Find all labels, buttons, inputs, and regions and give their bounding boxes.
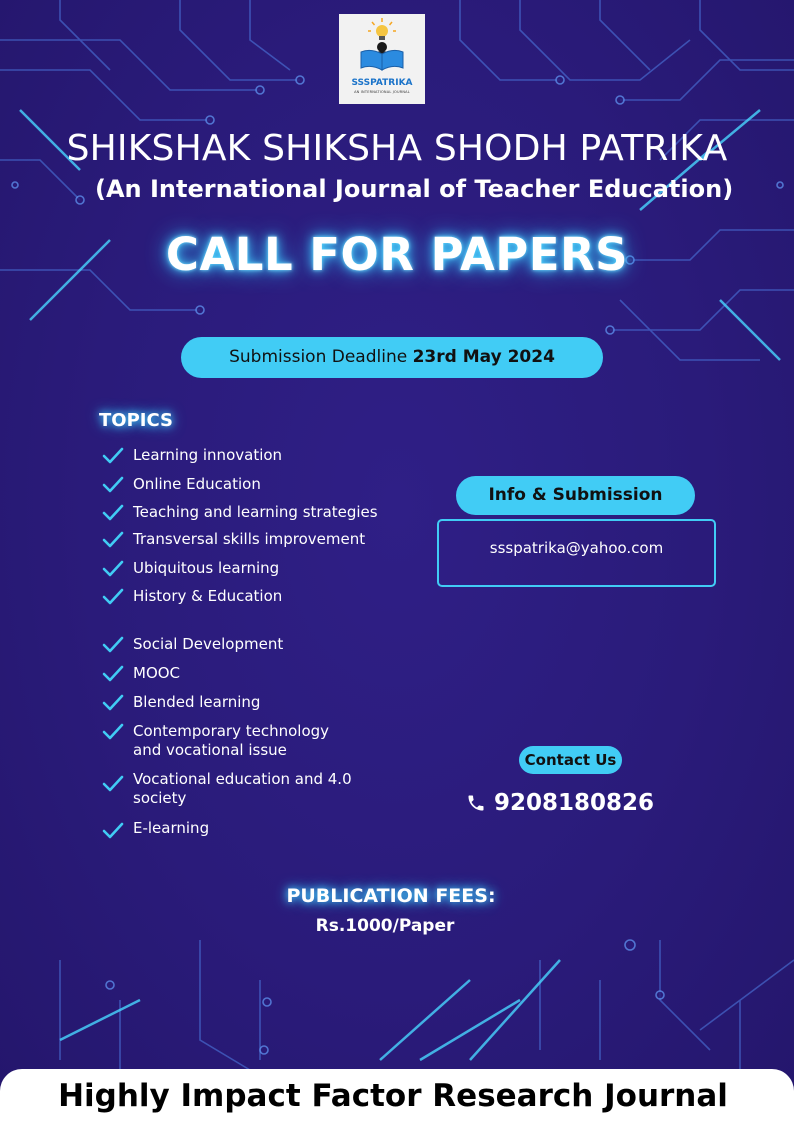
topic-label: Blended learning (133, 693, 261, 711)
deadline-date: 23rd May 2024 (412, 347, 555, 367)
topic-label: E-learning (133, 819, 210, 837)
topic-label: Social Development (133, 635, 284, 653)
submission-email[interactable]: ssspatrika@yahoo.com (489, 539, 664, 557)
phone-contact (466, 790, 654, 816)
topic-item (100, 446, 390, 465)
topic-item (100, 559, 390, 578)
topic-label: Transversal skills improvement (133, 530, 366, 548)
check-icon (102, 503, 124, 522)
publication-fees-heading: PUBLICATION FEES: (286, 885, 496, 907)
journal-subtitle: (An International Journal of Teacher Education) (95, 175, 734, 203)
check-icon (102, 446, 124, 465)
email-box (437, 519, 716, 587)
check-icon (102, 722, 124, 741)
topic-item (100, 722, 360, 760)
bottom-banner (0, 1069, 794, 1123)
topic-label: Learning innovation (133, 446, 283, 464)
journal-logo (339, 14, 425, 104)
topic-item (100, 530, 390, 549)
check-icon (102, 587, 124, 606)
topic-label: Teaching and learning strategies (133, 503, 378, 521)
check-icon (102, 693, 124, 712)
topic-item (100, 693, 390, 712)
phone-number[interactable]: 9208180826 (494, 790, 655, 816)
journal-title: SHIKSHAK SHIKSHA SHODH PATRIKA (66, 128, 728, 169)
topic-item (100, 819, 390, 840)
topic-label: Ubiquitous learning (133, 559, 280, 577)
topic-item (100, 475, 390, 494)
contact-us-label: Contact Us (519, 746, 622, 774)
check-icon (102, 635, 124, 654)
check-icon (102, 664, 124, 683)
check-icon (102, 774, 124, 793)
submission-deadline-badge (181, 337, 603, 378)
publication-fees-value: Rs.1000/Paper (315, 916, 455, 936)
topic-label: Contemporary technology and vocational issue (133, 722, 330, 759)
check-icon (102, 821, 124, 840)
logo-name: SSSPATRIKA (351, 78, 413, 88)
topic-item (100, 635, 390, 654)
call-for-papers-headline: CALL FOR PAPERS (165, 228, 629, 281)
topic-item (100, 503, 390, 522)
topic-label: MOOC (133, 664, 181, 682)
topic-label: History & Education (133, 587, 283, 605)
topic-item (100, 770, 360, 808)
info-submission-label: Info & Submission (456, 476, 695, 515)
topic-label: Vocational education and 4.0 society (133, 770, 352, 807)
check-icon (102, 475, 124, 494)
topic-label: Online Education (133, 475, 261, 493)
topics-heading: TOPICS (99, 410, 173, 431)
topic-item (100, 587, 390, 606)
logo-subtitle: AN INTERNATIONAL JOURNAL (354, 90, 410, 94)
deadline-label: Submission Deadline (229, 347, 413, 367)
check-icon (102, 559, 124, 578)
check-icon (102, 530, 124, 549)
book-lightbulb-icon (339, 14, 425, 78)
topic-item (100, 664, 390, 683)
phone-icon (466, 793, 486, 813)
banner-text: Highly Impact Factor Research Journal (58, 1078, 728, 1114)
